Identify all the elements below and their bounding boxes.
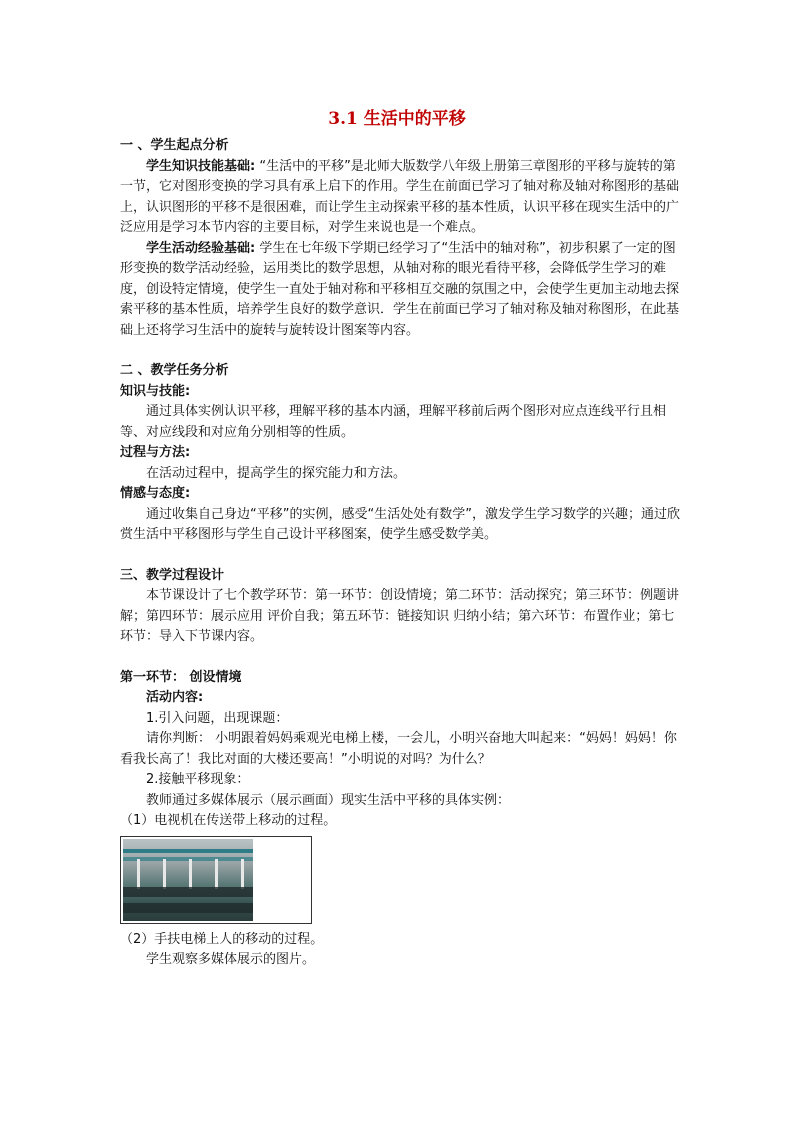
text-activity-basis: 学生在七年级下学期已经学习了“生活中的轴对称”，初步积累了一定的图形变换的数学活动经验，运用类比的数学思想，从轴对称的眼光看待平移，会降低学生学习的难度，创设特定情境，使学生一直处于轴对称和平移相互交融的氛围之中，会使学生更加主动地去探索平移的基本性质，培养学生良好的数学意识．学生在前面已学习了轴对称及轴对称图形，在此基础上还将学习生活中的旋转与旋转设计图案等内容。	[120, 240, 680, 338]
document-body	[120, 136, 680, 971]
text-knowledge-basis: “生活中的平移”是北师大版数学八年级上册第三章图形的平移与旋转的第一节，它对图形变换的学习具有承上启下的作用。学生在前面已学习了轴对称及轴对称图形的基础上，认识图形的平移不是很困难，而让学生主动探索平移的基本性质，认识平移在现实生活中的广泛应用是学习本节内容的主要目标，对学生来说也是一个难点。	[120, 158, 680, 235]
conveyor-photo	[123, 839, 253, 921]
paragraph-knowledge-basis	[120, 157, 680, 239]
label-activity-basis: 学生活动经验基础:	[146, 240, 256, 256]
label-knowledge-basis: 学生知识技能基础:	[146, 158, 256, 174]
text-student-observe: 学生观察多媒体展示的图片。	[146, 952, 316, 967]
text-knowledge-skills: 通过具体实例认识平移，理解平移的基本内涵，理解平移前后两个图形对应点连线平行且相等、对应线段和对应角分别相等的性质。	[120, 404, 667, 440]
label-activity-content: 活动内容:	[146, 690, 204, 705]
paragraph-activity-basis	[120, 239, 680, 342]
list-item-contact-translation: 2.接触平移现象：	[146, 772, 250, 787]
section-heading-process-design: 三、教学过程设计	[120, 567, 225, 583]
label-process-methods: 过程与方法:	[120, 445, 191, 460]
list-item-introduce-problem: 1.引入问题，出现课题：	[146, 710, 289, 726]
example-tv-conveyor: （1）电视机在传送带上移动的过程。	[120, 813, 337, 828]
text-multimedia-intro: 教师通过多媒体展示（展示画面）现实生活中平移的具体实例：	[146, 792, 511, 808]
text-emotion-attitude: 通过收集自己身边“平移”的实例，感受“生活处处有数学”，激发学生学习数学的兴趣；通过欣赏生活中平移图形与学生自己设计平移图案，使学生感受数学美。	[120, 506, 680, 542]
text-process-design: 本节课设计了七个教学环节：第一环节：创设情境；第二环节：活动探究；第三环节：例题讲解；第四环节：展示应用 评价自我；第五环节：链接知识 归纳小结；第六环节：布置作业；第七环节：导入下节课内容。	[120, 588, 680, 644]
document-title: 3.1 生活中的平移	[328, 109, 466, 129]
section-heading-student-analysis: 一 、学生起点分析	[120, 138, 229, 153]
text-process-methods: 在活动过程中，提高学生的探究能力和方法。	[146, 465, 407, 481]
text-elevator-question: 请你判断： 小明跟着妈妈乘观光电梯上楼，一会儿，小明兴奋地大叫起来：“妈妈！妈妈！你看我长高了！我比对面的大楼还要高！”小明说的对吗？为什么？	[120, 731, 677, 767]
label-emotion-attitude: 情感与态度:	[120, 486, 191, 501]
section-heading-task-analysis: 二 、教学任务分析	[120, 363, 229, 378]
example-escalator: （2）手扶电梯上人的移动的过程。	[120, 931, 324, 947]
section-heading-step-one: 第一环节： 创设情境	[120, 669, 242, 685]
factory-conveyor-image	[120, 836, 312, 924]
label-knowledge-skills: 知识与技能:	[120, 383, 191, 399]
